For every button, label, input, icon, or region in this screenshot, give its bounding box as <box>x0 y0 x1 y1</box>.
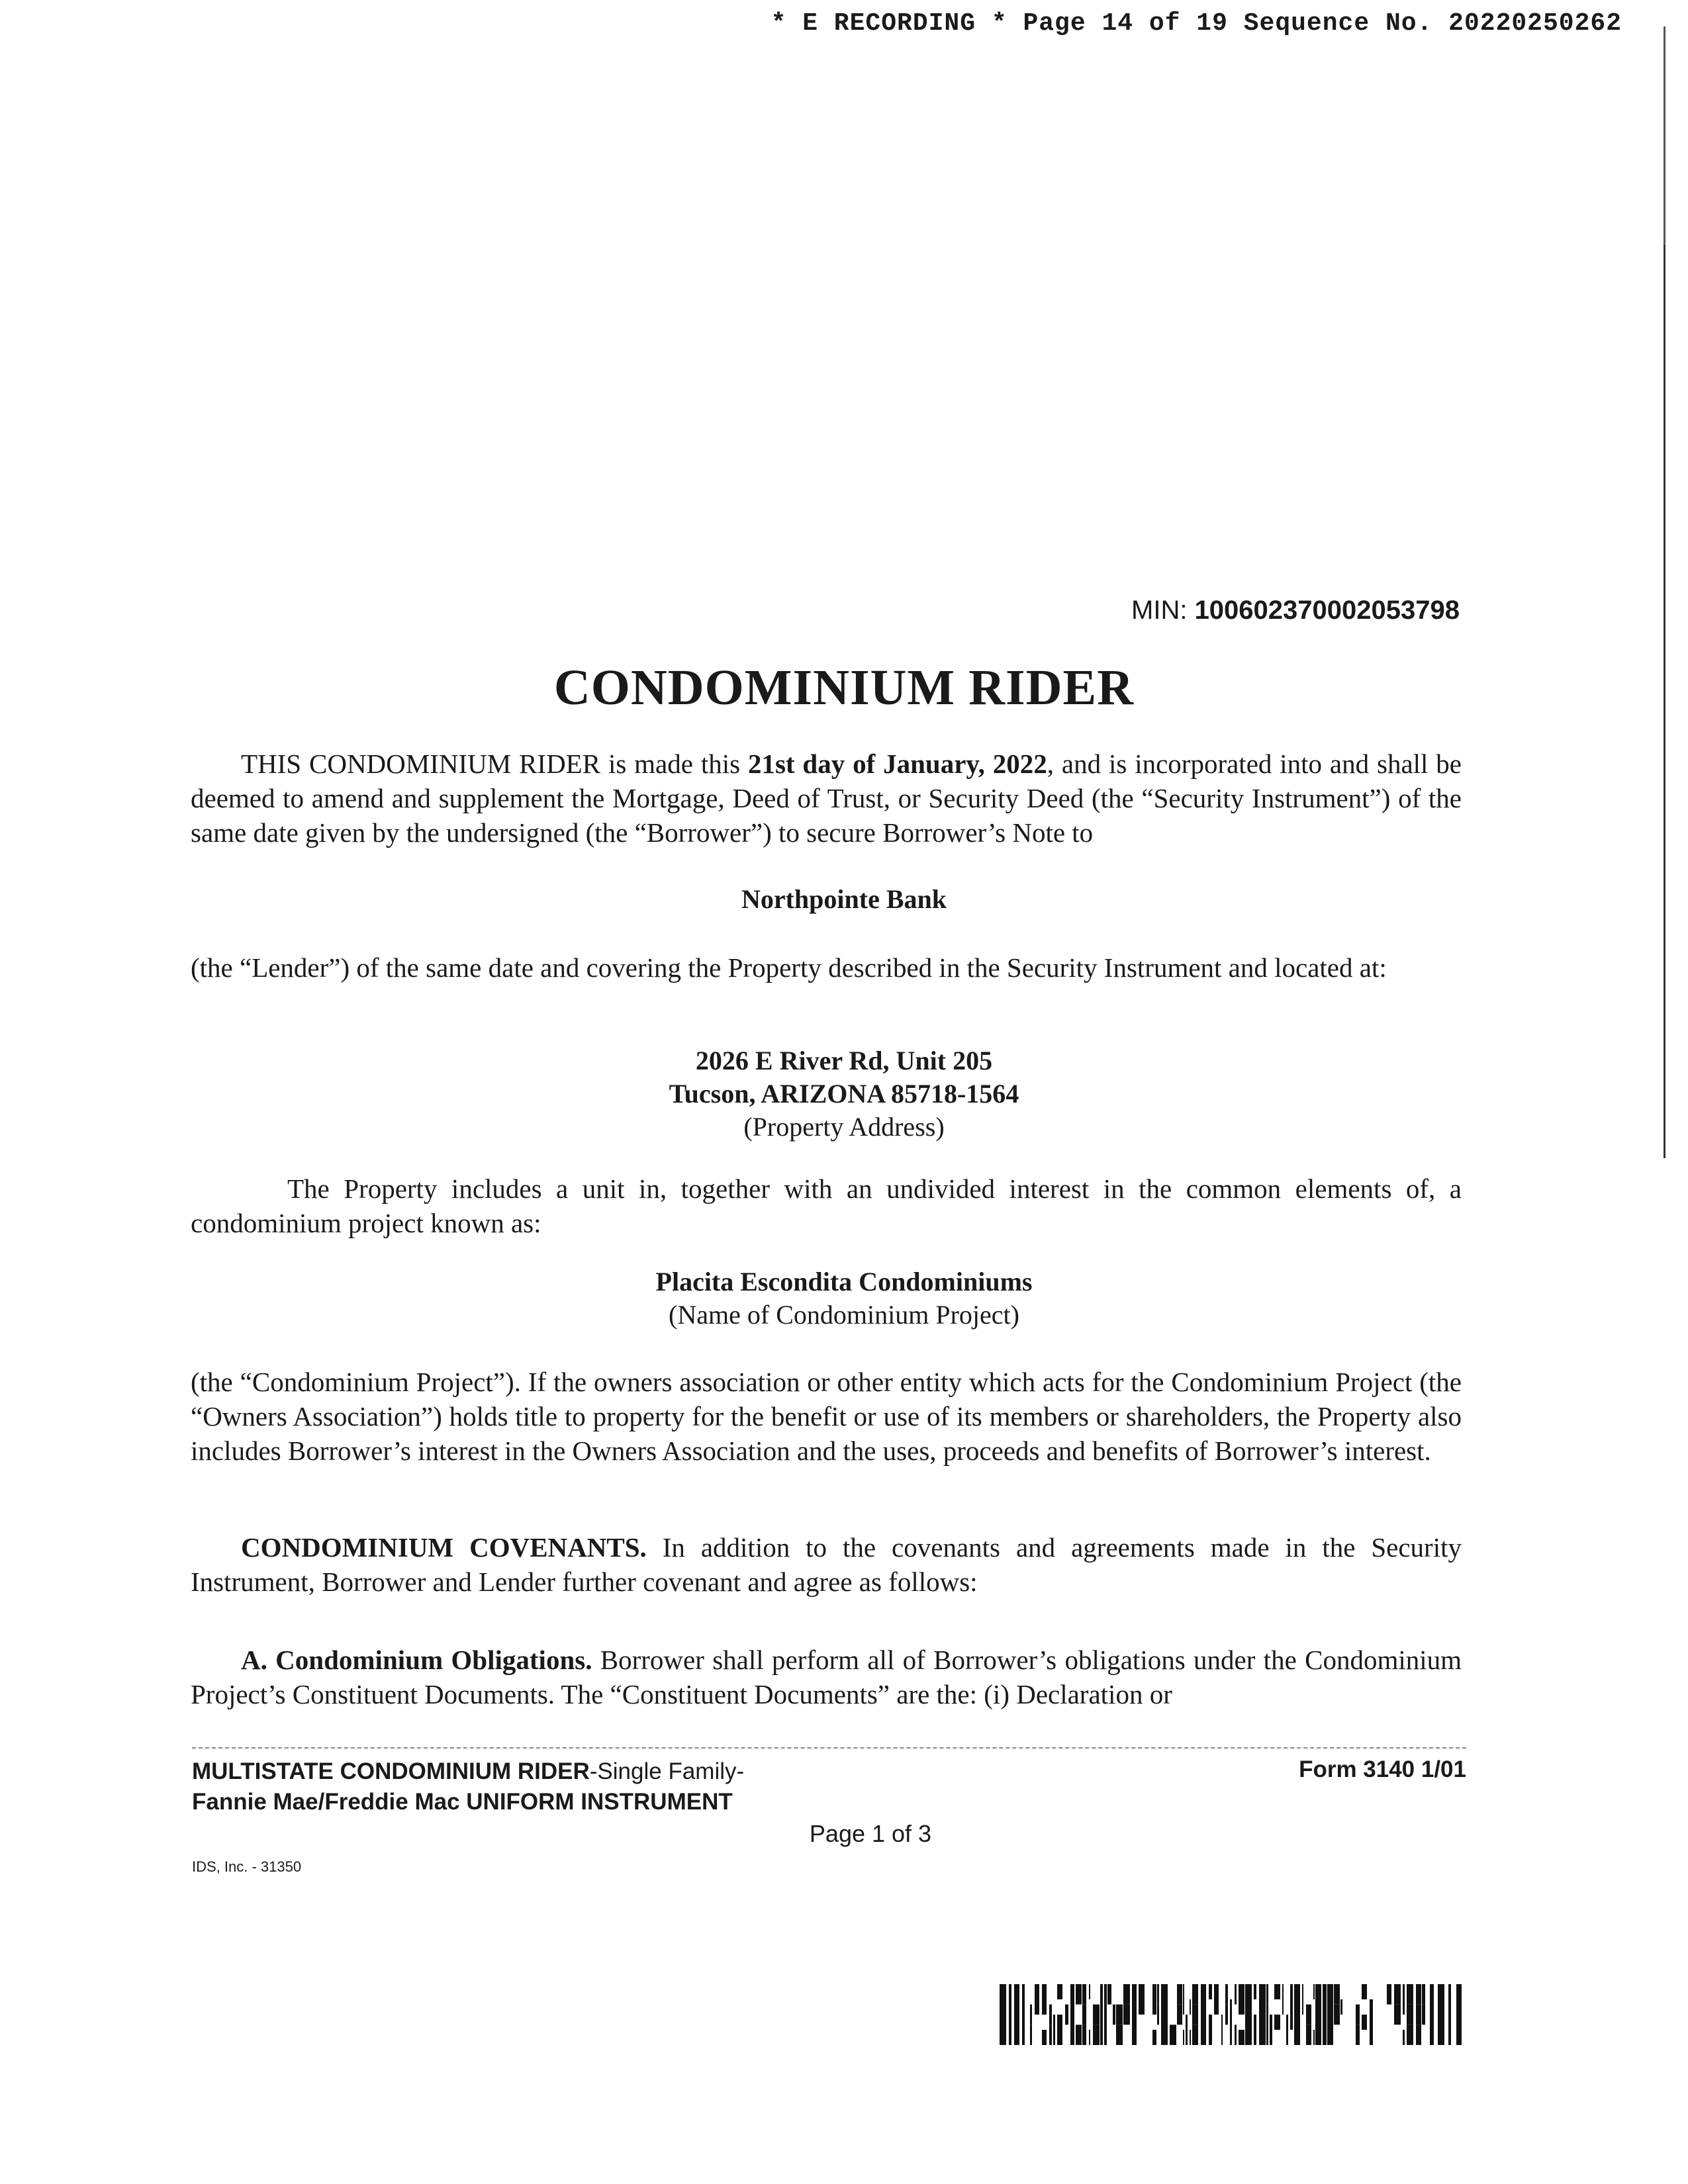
footer-line1-bold: MULTISTATE CONDOMINIUM RIDER <box>192 1758 590 1784</box>
section-a-paragraph <box>191 1643 1462 1711</box>
footer-line1-rest: -Single Family- <box>589 1758 745 1784</box>
intro-text-1: THIS CONDOMINIUM RIDER is made this <box>241 749 748 779</box>
intro-paragraph <box>191 747 1462 850</box>
property-address-block <box>0 1044 1688 1144</box>
footer-line2: Fannie Mae/Freddie Mac UNIFORM INSTRUMENT <box>192 1789 733 1815</box>
intro-date: 21st day of January, 2022 <box>747 749 1047 779</box>
project-name-caption: (Name of Condominium Project) <box>669 1300 1019 1330</box>
barcode-image <box>1000 1984 1463 2045</box>
scan-edge-line <box>1664 26 1665 245</box>
property-address-line2: Tucson, ARIZONA 85718-1564 <box>669 1079 1019 1109</box>
min-number-line <box>1131 596 1460 625</box>
property-address-line1: 2026 E River Rd, Unit 205 <box>695 1046 993 1075</box>
page-number: Page 1 of 3 <box>809 1820 932 1847</box>
section-a-heading: A. Condominium Obligations. <box>241 1645 592 1675</box>
property-address-caption: (Property Address) <box>743 1112 945 1142</box>
section-a-text: Borrower shall perform all of Borrower’s obligations under the Condominium Project’s Constituent Documents. The “Constituent Documents” are the: (i) Declaration or <box>191 1645 1462 1709</box>
lender-name: Northpointe Bank <box>741 884 947 914</box>
project-name: Placita Escondita Condominiums <box>655 1267 1033 1297</box>
footer-form-number: Form 3140 1/01 <box>1299 1756 1466 1782</box>
project-intro-paragraph: The Property includes a unit in, together with an undivided interest in the common elements of, a condominium project known as: <box>191 1173 1462 1238</box>
intro-text-2: , and is incorporated into and shall be deemed to amend and supplement the Mortgage, Deed of Trust, or Security Deed (the “Security Instrument”) of the same date given by the undersigned (the “Borrower”) to secure Borrower’s Note to <box>191 749 1462 848</box>
footer-divider <box>192 1747 1466 1749</box>
covenants-heading: CONDOMINIUM COVENANTS. <box>241 1532 647 1563</box>
recording-stamp: * E RECORDING * Page 14 of 19 Sequence No. 20220250262 <box>771 9 1622 38</box>
covenants-paragraph <box>191 1530 1462 1599</box>
min-number: 100602370002053798 <box>1194 596 1460 625</box>
project-name-block <box>0 1265 1688 1332</box>
project-paragraph: (the “Condominium Project”). If the owners association or other entity which acts for the Condominium Project (the “Owners Association”) holds title to property for the benefit or use of its members or shareholders, the Property also includes Borrower’s interest in the Owners Association and the uses, proceeds and benefits of Borrower’s interest. <box>191 1367 1462 1466</box>
ids-code: IDS, Inc. - 31350 <box>192 1858 302 1875</box>
covenants-text: In addition to the covenants and agreements made in the Security Instrument, Borrower and Lender further covenant and agree as follows: <box>191 1532 1462 1597</box>
footer-form-title <box>192 1756 744 1817</box>
lender-paragraph: (the “Lender”) of the same date and covering the Property described in the Security Instrument and located at: <box>191 952 1387 983</box>
document-title: CONDOMINIUM RIDER <box>553 660 1135 715</box>
min-label: MIN: <box>1131 596 1195 625</box>
